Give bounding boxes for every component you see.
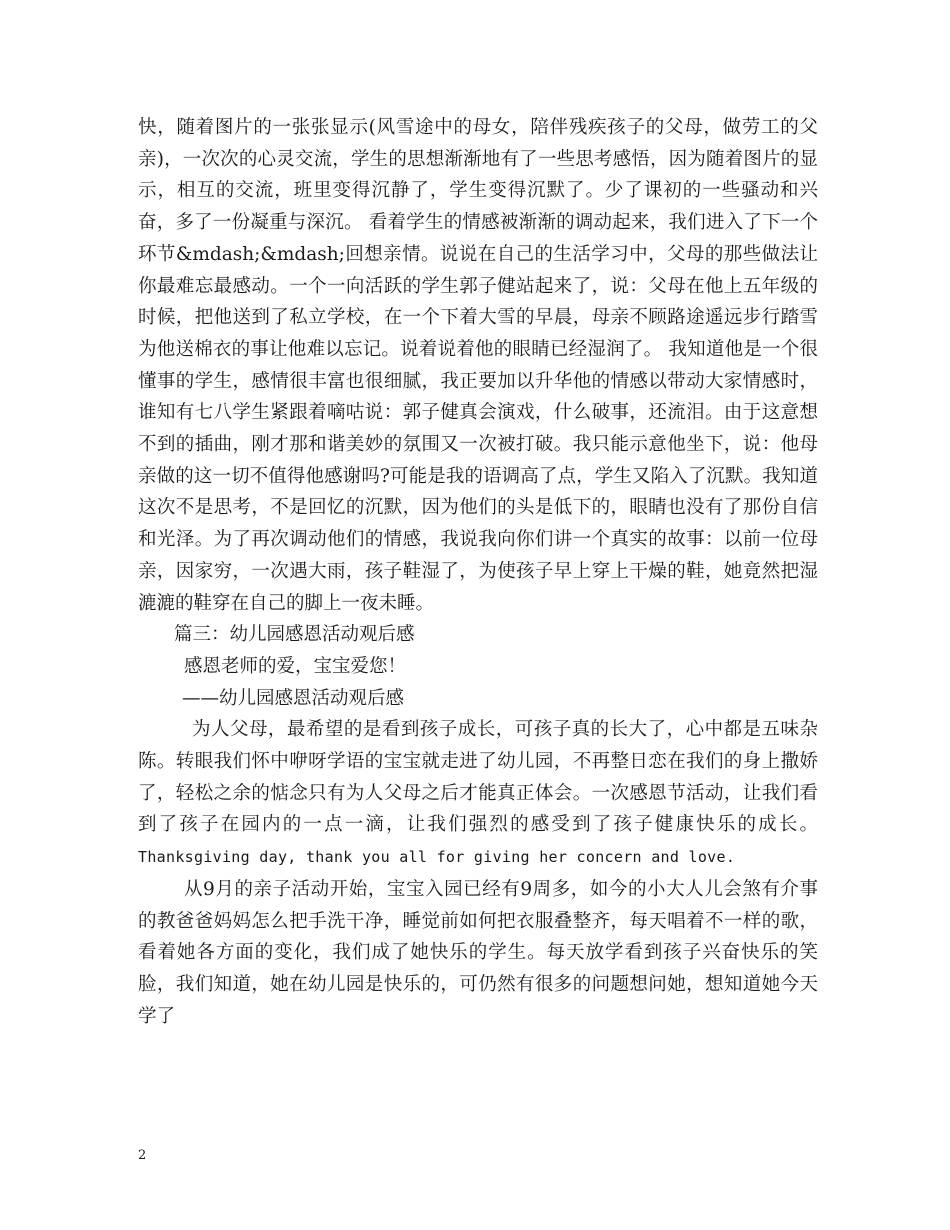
- document-body: [138, 112, 818, 1032]
- english-sentence: Thanksgiving day, thank you all for giving her concern and love.: [138, 848, 736, 867]
- article-subtitle: ——幼儿园感恩活动观后感: [182, 687, 405, 709]
- section-heading: 篇三：幼儿园感恩活动观后感: [174, 624, 415, 646]
- body-paragraph-text: 为人父母，最希望的是看到孩子成长，可孩子真的长大了，心中都是五味杂陈。转眼我们怀中咿呀学语的宝宝就走进了幼儿园，不再整日恋在我们的身上撒娇了，轻松之余的惦念只有为人父母之后才能真正体会。一次感恩节活动，让我们看到了孩子在园内的一点一滴，让我们强烈的感受到了孩子健康快乐的成长。: [138, 719, 818, 836]
- body-paragraph-continued: 快，随着图片的一张张显示(风雪途中的母女，陪伴残疾孩子的父母，做劳工的父亲)，一次次的心灵交流，学生的思想渐渐地有了一些思考感悟，因为随着图片的显示，相互的交流，班里变得沉静了，学生变得沉默了。少了课初的一些骚动和兴奋，多了一份凝重与深沉。 看着学生的情感被渐渐的调动起来，我们进入了下一个环节&mdash;&mdash;回想亲情。说说在自己的生活学习中，父母的那些做法让你最难忘最感动。一个一向活跃的学生郭子健站起来了，说：父母在他上五年级的时候，把他送到了私立学校，在一个下着大雪的早晨，母亲不顾路途遥远步行踏雪为他送棉衣的事让他难以忘记。说着说着他的眼睛已经湿润了。 我知道他是一个很懂事的学生，感情很丰富也很细腻，我正要加以升华他的情感以带动大家情感时，谁知有七八学生紧跟着嘀咕说：郭子健真会演戏，什么破事，还流泪。由于这意想不到的插曲，刚才那和谐美妙的氛围又一次被打破。我只能示意他坐下，说：他母亲做的这一切不值得他感谢吗?可能是我的语调高了点，学生又陷入了沉默。我知道这次不是思考，不是回忆的沉默，因为他们的头是低下的，眼睛也没有了那份自信和光泽。为了再次调动他们的情感，我说我向你们讲一个真实的故事：以前一位母亲，因家穷，一次遇大雨，孩子鞋湿了，为使孩子早上穿上干燥的鞋，她竟然把湿漉漉的鞋穿在自己的脚上一夜未睡。: [138, 117, 818, 614]
- body-paragraph: [138, 714, 818, 874]
- article-title: 感恩老师的爱，宝宝爱您！: [184, 655, 407, 677]
- page-number: 2: [138, 1148, 147, 1163]
- body-paragraph: 从9月的亲子活动开始，宝宝入园已经有9周多，如今的小大人儿会煞有介事的教爸爸妈妈怎么把手洗干净，睡觉前如何把衣服叠整齐，每天唱着不一样的歌，看着她各方面的变化，我们成了她快乐的学生。每天放学看到孩子兴奋快乐的笑脸，我们知道，她在幼儿园是快乐的，可仍然有很多的问题想问她，想知道她今天学了: [138, 878, 818, 1027]
